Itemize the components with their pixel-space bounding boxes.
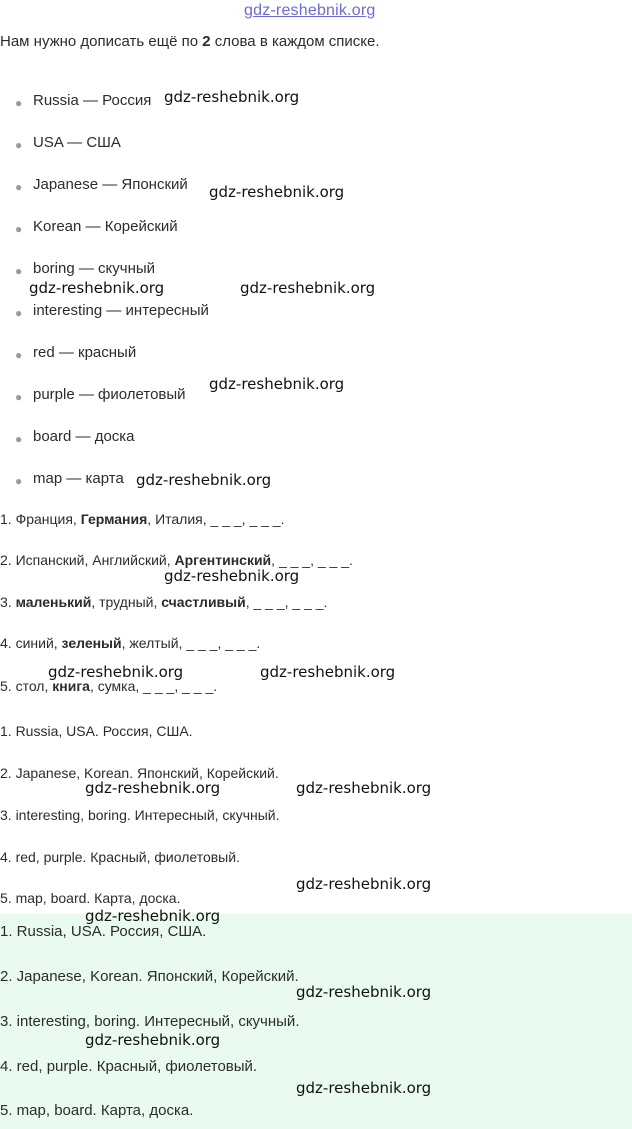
vocab-item: interesting — интересный bbox=[33, 302, 209, 319]
watermark: gdz-reshebnik.org bbox=[164, 567, 300, 585]
task-text: 2. Испанский, Английский, bbox=[0, 552, 175, 568]
answer-box-line: 5. map, board. Карта, доска. bbox=[0, 1102, 194, 1119]
bullet-icon: ● bbox=[15, 222, 23, 236]
bullet-icon: ● bbox=[15, 180, 23, 194]
watermark: gdz-reshebnik.org bbox=[48, 663, 184, 681]
vocab-item: board — доска bbox=[33, 428, 135, 445]
vocab-item: Russia — Россия bbox=[33, 92, 152, 109]
vocab-item: Korean — Корейский bbox=[33, 218, 178, 235]
task-bold: Германия bbox=[80, 511, 148, 527]
bullet-icon: ● bbox=[15, 306, 23, 320]
bullet-icon: ● bbox=[15, 390, 23, 404]
answer-line: 3. interesting, boring. Интересный, скучный. bbox=[0, 807, 280, 823]
answer-box-line: 2. Japanese, Korean. Японский, Корейский. bbox=[0, 968, 299, 985]
intro-num: 2 bbox=[202, 33, 211, 50]
watermark: gdz-reshebnik.org bbox=[209, 375, 345, 393]
intro-text bbox=[0, 33, 380, 50]
watermark: gdz-reshebnik.org bbox=[85, 907, 221, 925]
vocab-item: map — карта bbox=[33, 470, 124, 487]
answer-box-line: 3. interesting, boring. Интересный, скучный. bbox=[0, 1013, 300, 1030]
task-text: , _ _ _, _ _ _. bbox=[271, 552, 353, 568]
task-bold: счастливый bbox=[161, 594, 246, 610]
answer-line: 2. Japanese, Korean. Японский, Корейский. bbox=[0, 765, 279, 781]
task-text: 4. синий, bbox=[0, 635, 62, 651]
task-line bbox=[0, 511, 284, 527]
vocab-item: USA — США bbox=[33, 134, 121, 151]
watermark: gdz-reshebnik.org bbox=[240, 279, 376, 297]
answer-line: 5. map, board. Карта, доска. bbox=[0, 890, 181, 906]
task-text: 3. bbox=[0, 594, 16, 610]
vocab-item: purple — фиолетовый bbox=[33, 386, 186, 403]
watermark: gdz-reshebnik.org bbox=[296, 779, 432, 797]
task-bold: зеленый bbox=[61, 635, 122, 651]
task-bold: Аргентинский bbox=[174, 552, 272, 568]
task-text: , трудный, bbox=[91, 594, 162, 610]
bullet-icon: ● bbox=[15, 138, 23, 152]
task-line bbox=[0, 594, 327, 610]
site-link[interactable]: gdz-reshebnik.org bbox=[244, 2, 376, 19]
task-text: 1. Франция, bbox=[0, 511, 81, 527]
task-text: , _ _ _, _ _ _. bbox=[245, 594, 328, 610]
answer-box-line: 4. red, purple. Красный, фиолетовый. bbox=[0, 1058, 258, 1075]
watermark: gdz-reshebnik.org bbox=[85, 779, 221, 797]
task-text: 5. стол, bbox=[0, 678, 53, 694]
answer-box-line: 1. Russia, USA. Россия, США. bbox=[0, 923, 207, 940]
watermark: gdz-reshebnik.org bbox=[164, 88, 300, 106]
watermark: gdz-reshebnik.org bbox=[296, 1079, 432, 1097]
watermark: gdz-reshebnik.org bbox=[209, 183, 345, 201]
bullet-icon: ● bbox=[15, 474, 23, 488]
task-line bbox=[0, 552, 353, 568]
bullet-icon: ● bbox=[15, 264, 23, 278]
answer-line: 4. red, purple. Красный, фиолетовый. bbox=[0, 849, 240, 865]
bullet-icon: ● bbox=[15, 432, 23, 446]
bullet-icon: ● bbox=[15, 96, 23, 110]
task-bold: книга bbox=[52, 678, 90, 694]
vocab-item: Japanese — Японский bbox=[33, 176, 188, 193]
intro-post: слова в каждом списке. bbox=[210, 33, 380, 50]
intro-pre: Нам нужно дописать ещё по bbox=[0, 33, 203, 50]
task-text: , Италия, _ _ _, _ _ _. bbox=[147, 511, 285, 527]
watermark: gdz-reshebnik.org bbox=[260, 663, 396, 681]
vocab-item: red — красный bbox=[33, 344, 137, 361]
task-line bbox=[0, 635, 260, 651]
watermark: gdz-reshebnik.org bbox=[29, 279, 165, 297]
watermark: gdz-reshebnik.org bbox=[136, 471, 272, 489]
watermark: gdz-reshebnik.org bbox=[85, 1031, 221, 1049]
watermark: gdz-reshebnik.org bbox=[296, 875, 432, 893]
task-text: , желтый, _ _ _, _ _ _. bbox=[121, 635, 261, 651]
task-text: , сумка, _ _ _, _ _ _. bbox=[89, 678, 218, 694]
task-bold: маленький bbox=[15, 594, 92, 610]
bullet-icon: ● bbox=[15, 348, 23, 362]
answer-line: 1. Russia, USA. Россия, США. bbox=[0, 723, 193, 739]
vocab-item: boring — скучный bbox=[33, 260, 156, 277]
watermark: gdz-reshebnik.org bbox=[296, 983, 432, 1001]
